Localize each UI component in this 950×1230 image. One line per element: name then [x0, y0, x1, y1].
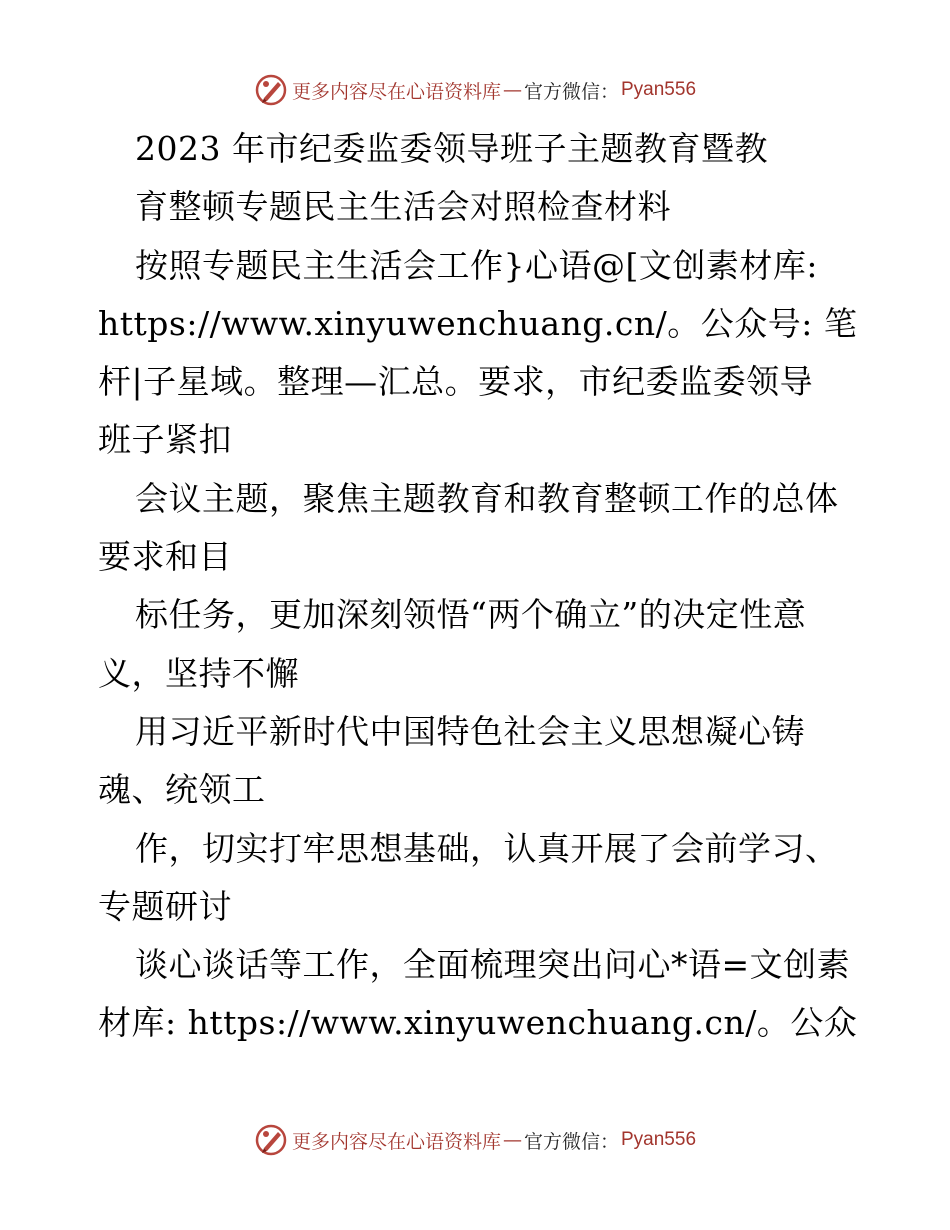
page-header: [0, 70, 950, 110]
page-footer: [0, 1120, 950, 1160]
text-line: 2023 年市纪委监委领导班子主题教育暨教: [135, 129, 768, 168]
footer-brand-text: 更多内容尽在心语资料库: [291, 1130, 501, 1153]
text-line: 按照专题民主生活会工作}心语@[文创素材库:: [135, 245, 818, 285]
footer-wechat-id: Pyan556: [621, 1129, 697, 1150]
text-line: 育整顿专题民主生活会对照检查材料: [135, 187, 671, 227]
text-line: 魂、统领工: [98, 770, 266, 810]
text-line: 班子紧扣: [98, 420, 232, 460]
header-brand-text: 更多内容尽在心语资料库: [291, 80, 501, 103]
header-wechat-label: 官方微信：: [523, 80, 619, 103]
text-line: https://www.xinyuwenchuang.cn/。公众号: 笔: [98, 303, 858, 343]
text-line: 作，切实打牢思想基础，认真开展了会前学习、: [135, 828, 839, 868]
header-wechat-id: Pyan556: [621, 79, 697, 100]
text-line: 义，坚持不懈: [98, 653, 299, 693]
text-line: 谈心谈话等工作，全面梳理突出问心*语=文创素: [135, 945, 851, 985]
text-line: 会议主题，聚焦主题教育和教育整顿工作的总体: [135, 478, 839, 518]
text-line: 材库: https://www.xinyuwenchuang.cn/。公众: [98, 1003, 858, 1043]
header-dash: —: [502, 79, 522, 101]
pen-logo-icon: [254, 73, 288, 107]
pen-logo-icon: [254, 1123, 288, 1157]
text-line: 要求和目: [98, 537, 232, 577]
text-line: 专题研讨: [98, 886, 232, 926]
text-line: 杆|子星域。整理—汇总。要求，市纪委监委领导: [98, 362, 814, 402]
document-body: [98, 120, 868, 1053]
footer-wechat-label: 官方微信：: [523, 1130, 619, 1153]
text-line: 用习近平新时代中国特色社会主义思想凝心铸: [135, 711, 805, 751]
footer-dash: —: [502, 1129, 522, 1151]
text-line: 标任务，更加深刻领悟“两个确立”的决定性意: [135, 595, 807, 635]
